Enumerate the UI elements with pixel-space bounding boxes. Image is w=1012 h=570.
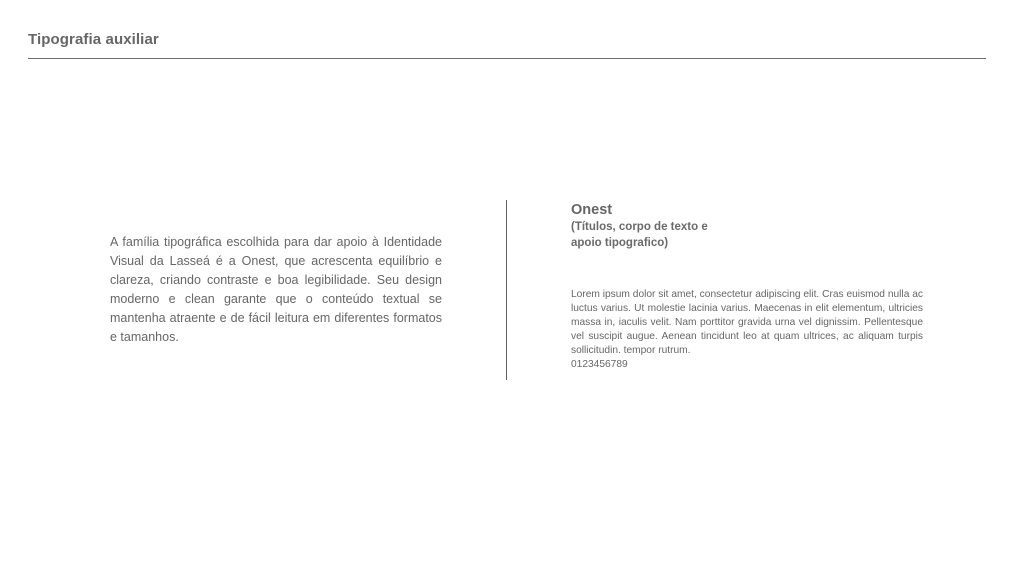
sample-paragraph: Lorem ipsum dolor sit amet, consectetur adipiscing elit. Cras euismod nulla ac luctus varius. Ut molestie lacinia varius. Maecenas in elit elementum, ultricies massa in, iaculis velit. Nam porttitor gravida urna vel dignissim. Pellentesque vel suscipit augue. Aenean tincidunt leo at quam ultrices, ac aliquam turpis sollicitudin. tempor rutrum. xyxy=(571,289,923,356)
font-name: Onest xyxy=(571,202,613,218)
header-divider xyxy=(28,58,986,59)
page-title: Tipografia auxiliar xyxy=(28,31,159,48)
font-usage-note: (Títulos, corpo de texto e apoio tipografico) xyxy=(571,221,708,249)
vertical-divider xyxy=(506,200,507,380)
intro-paragraph: A família tipográfica escolhida para dar apoio à Identidade Visual da Lasseá é a Onest, que acrescenta equilíbrio e clareza, criando contraste e boa legibilidade. Seu design moderno e clean garante que o conteúdo textual se mantenha atraente e de fácil leitura em diferentes formatos e tamanhos. xyxy=(110,235,442,344)
font-sample-panel xyxy=(571,201,923,372)
sample-digits: 0123456789 xyxy=(571,359,628,370)
page-header xyxy=(28,30,986,50)
